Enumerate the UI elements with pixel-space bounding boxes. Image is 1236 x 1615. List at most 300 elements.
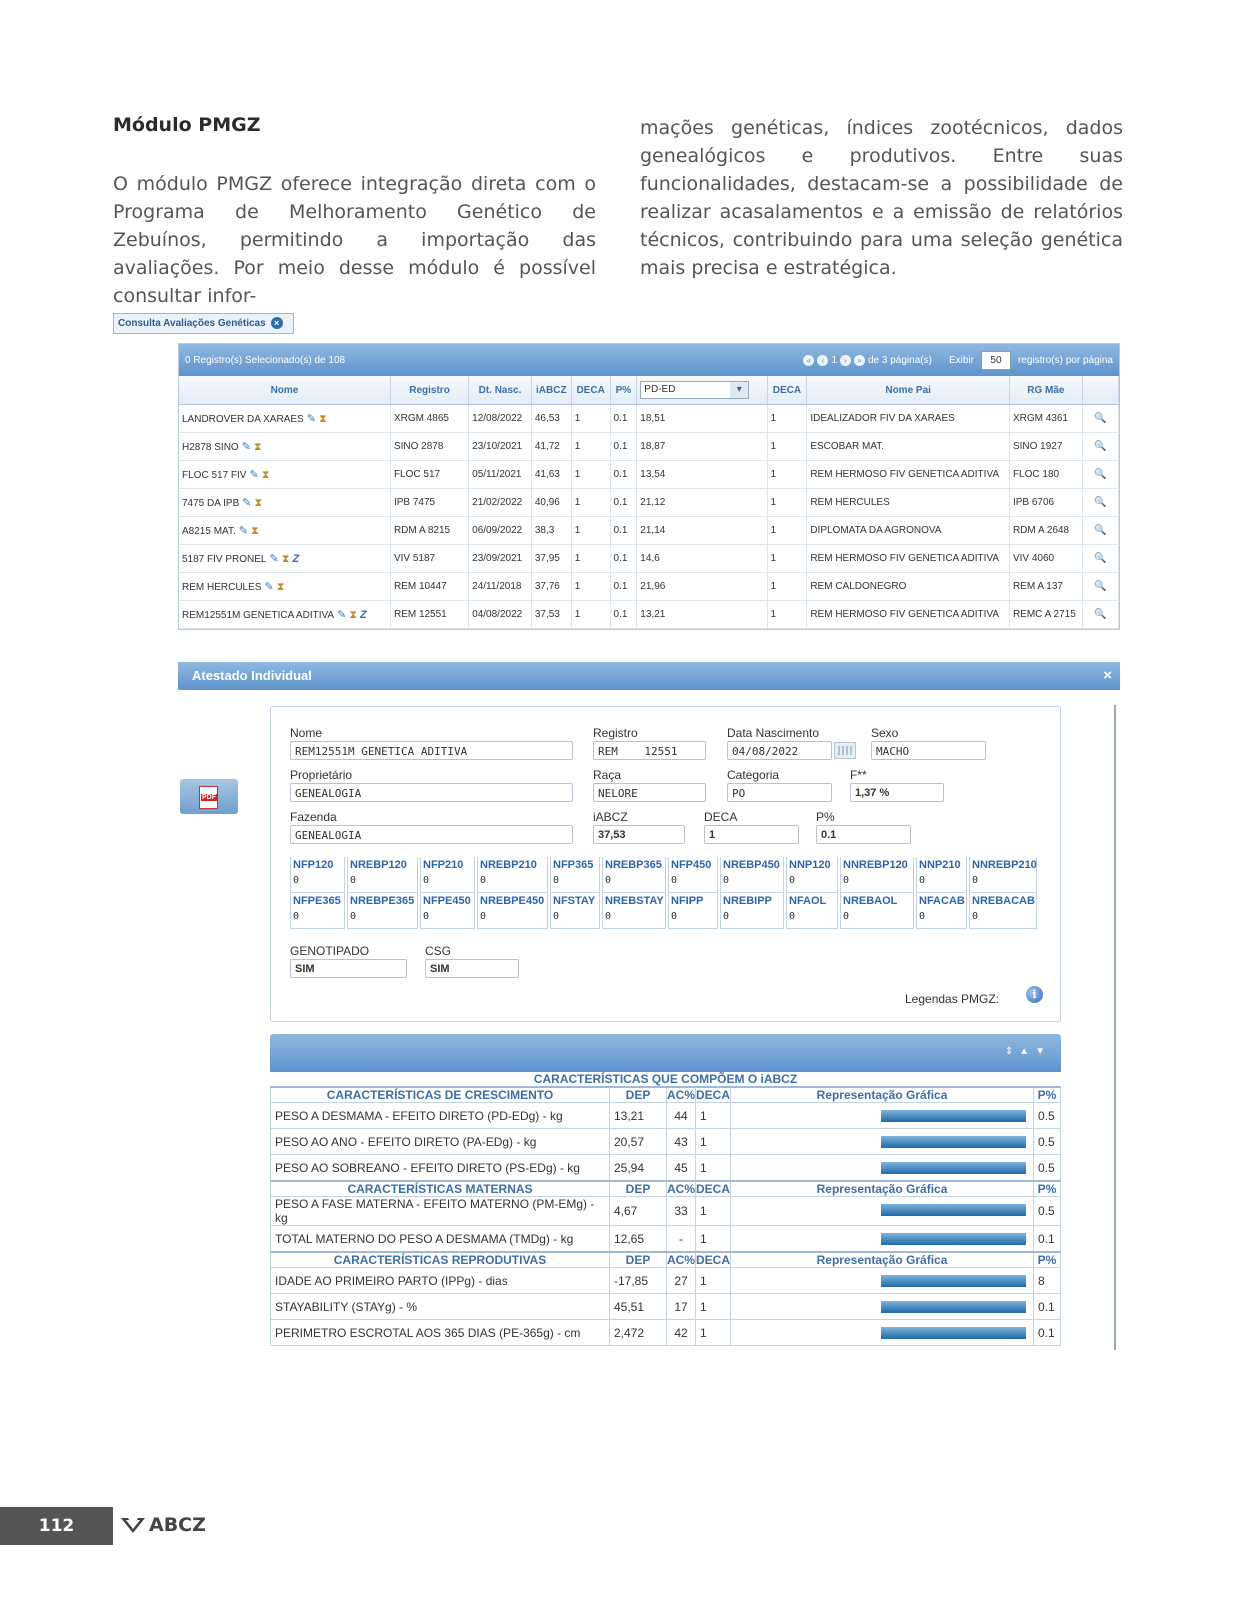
trait-bar [881, 1233, 1026, 1245]
fazenda-label: Fazenda [290, 810, 337, 824]
cell-nome: REM12551M GENETICA ADITIVA ✎ ⧗ Z [179, 601, 390, 629]
cell-pai: REM HERMOSO FIV GENETICA ADITIVA [807, 601, 1010, 629]
trait-p: 0.5 [1034, 1197, 1061, 1226]
genotipado-field[interactable]: SIM [290, 959, 407, 978]
cell-deca: 1 [571, 573, 610, 601]
deca-label: DECA [704, 810, 738, 824]
index-label: NFP210 [423, 859, 464, 871]
edit-icon[interactable]: ✎ [249, 468, 259, 481]
cell-dep: 18,51 [637, 405, 767, 433]
index-cell [969, 893, 1037, 929]
dep-header: DEP [610, 1087, 667, 1103]
dep-header: DEP [610, 1252, 667, 1268]
index-value: 0 [553, 911, 560, 922]
trait-ac: 27 [667, 1268, 696, 1294]
cell-nome: REM HERCULES ✎ ⧗ [179, 573, 390, 601]
animal-info-panel [270, 706, 1061, 1022]
cell-dtnasc: 06/09/2022 [469, 517, 532, 545]
trait-deca: 1 [696, 1129, 731, 1155]
trait-name: IDADE AO PRIMEIRO PARTO (IPPg) - dias [271, 1268, 610, 1294]
raca-label: Raça [593, 768, 622, 782]
cell-iabcz: 46,53 [531, 405, 571, 433]
intro-text-right: mações genéticas, índices zootécnicos, dados genealógicos e produtivos. Entre suas funcionalidades, destacam-se a possibilidade de realizar acasalamentos e a emissão de relatórios técnicos, contribuindo para uma seleção genética mais precisa e estratégica. [640, 117, 1123, 279]
cell-dep: 21,14 [637, 517, 767, 545]
index-value: 0 [723, 911, 730, 922]
col-deca2[interactable]: DECA [767, 376, 807, 405]
next-page-icon[interactable]: › [840, 355, 851, 366]
index-cell [550, 857, 600, 893]
index-cell [602, 857, 666, 893]
trait-dep: 12,65 [610, 1226, 667, 1253]
section-header: CARACTERÍSTICAS REPRODUTIVAS [271, 1252, 610, 1268]
index-label: NREBIPP [723, 895, 772, 907]
trait-name: PESO AO ANO - EFEITO DIRETO (PA-EDg) - kg [271, 1129, 610, 1155]
trait-dep: 45,51 [610, 1294, 667, 1320]
index-value: 0 [480, 875, 487, 886]
col-iabcz[interactable]: iABCZ [531, 376, 571, 405]
cell-dtnasc: 23/09/2021 [469, 545, 532, 573]
col-dep-select[interactable] [637, 376, 767, 405]
deca-header: DECA [696, 1182, 731, 1196]
cell-pai: DIPLOMATA DA AGRONOVA [807, 517, 1010, 545]
prop-label: Proprietário [290, 768, 353, 782]
cell-dep: 21,96 [637, 573, 767, 601]
cat-label: Categoria [727, 768, 780, 782]
trait-ac: 42 [667, 1320, 696, 1346]
trait-name: STAYABILITY (STAYg) - % [271, 1294, 610, 1320]
nome-field[interactable]: REM12551M GENETICA ADITIVA [290, 741, 573, 760]
cell-deca2: 1 [767, 461, 807, 489]
graph-header: Representação Gráfica [731, 1252, 1034, 1268]
prev-page-icon[interactable]: ‹ [817, 355, 828, 366]
trait-name: TOTAL MATERNO DO PESO A DESMAMA (TMDg) - kg [271, 1226, 610, 1253]
cell-deca2: 1 [767, 489, 807, 517]
index-cell [420, 857, 475, 893]
cell-iabcz: 37,95 [531, 545, 571, 573]
trait-p: 0.1 [1034, 1294, 1061, 1320]
trait-graph [731, 1103, 1034, 1129]
first-page-icon[interactable]: « [803, 355, 814, 366]
index-label: NFIPP [671, 895, 704, 907]
cell-dep: 18,87 [637, 433, 767, 461]
dialog-titlebar [178, 662, 1120, 690]
last-page-icon[interactable]: » [854, 355, 865, 366]
view-details-icon[interactable]: 🔍 [1082, 489, 1118, 517]
col-nome[interactable]: Nome [179, 376, 390, 405]
col-registro[interactable]: Registro [390, 376, 468, 405]
trait-dep: 25,94 [610, 1155, 667, 1182]
index-label: NREBACAB [972, 895, 1035, 907]
graph-header: Representação Gráfica [731, 1087, 1034, 1103]
index-cell [347, 893, 418, 929]
cell-p: 0.1 [610, 601, 637, 629]
index-label: NNP120 [789, 859, 831, 871]
cell-deca2: 1 [767, 573, 807, 601]
view-details-icon[interactable]: 🔍 [1082, 601, 1118, 629]
cell-dep: 21,12 [637, 489, 767, 517]
pdf-export-button[interactable] [180, 779, 238, 814]
cell-dtnasc: 05/11/2021 [469, 461, 532, 489]
index-cell [477, 857, 548, 893]
index-cell [347, 857, 418, 893]
trait-bar [881, 1275, 1026, 1287]
dep-header: DEP [610, 1181, 667, 1197]
trait-p: 0.5 [1034, 1103, 1061, 1129]
cell-dtnasc: 12/08/2022 [469, 405, 532, 433]
cell-dep: 14,6 [637, 545, 767, 573]
index-value: 0 [789, 911, 796, 922]
registro-field[interactable]: REM 12551 [593, 741, 706, 760]
index-label: NNP210 [919, 859, 961, 871]
graph-header: Representação Gráfica [731, 1181, 1034, 1197]
index-value: 0 [919, 875, 926, 886]
index-cell [550, 893, 600, 929]
cell-pai: REM CALDONEGRO [807, 573, 1010, 601]
index-cell [420, 893, 475, 929]
trait-ac: - [667, 1226, 696, 1253]
cell-registro: FLOC 517 [390, 461, 468, 489]
index-cell [840, 893, 914, 929]
cell-p: 0.1 [610, 489, 637, 517]
info-icon[interactable]: i [1026, 986, 1043, 1003]
table-row[interactable] [179, 545, 1119, 573]
index-label: NREBP210 [480, 859, 537, 871]
page-number: 112 [0, 1507, 113, 1545]
trait-graph [731, 1155, 1034, 1182]
cell-iabcz: 37,76 [531, 573, 571, 601]
ac-header: AC% [667, 1253, 696, 1267]
fazenda-field[interactable]: GENEALOGIA [290, 825, 573, 844]
edit-icon[interactable]: ✎ [264, 580, 274, 593]
characteristic-row [271, 1197, 1061, 1226]
cell-nome: LANDROVER DA XARAES ✎ ⧗ [179, 405, 390, 433]
dna-icon[interactable]: ⧗ [349, 608, 358, 621]
index-cell [477, 893, 548, 929]
dna-icon[interactable]: ⧗ [318, 412, 327, 425]
f-field[interactable]: 1,37 % [850, 783, 944, 802]
cell-p: 0.1 [610, 573, 637, 601]
abcz-logo-text: ABCZ [149, 1514, 206, 1536]
table-row[interactable] [179, 433, 1119, 461]
index-label: NNREBP120 [843, 859, 908, 871]
index-value: 0 [480, 911, 487, 922]
dep-select[interactable] [640, 381, 749, 399]
trait-dep: 13,21 [610, 1103, 667, 1129]
trait-graph [731, 1197, 1034, 1226]
raca-field[interactable]: NELORE [593, 783, 706, 802]
page-total: de 3 página(s) [868, 354, 932, 366]
deca-header: DECA [696, 1253, 731, 1267]
edit-icon[interactable]: ✎ [337, 608, 347, 621]
edit-icon[interactable]: ✎ [269, 552, 279, 565]
index-cell [720, 857, 784, 893]
index-value: 0 [350, 875, 357, 886]
trait-name: PERIMETRO ESCROTAL AOS 365 DIAS (PE-365g) - cm [271, 1320, 610, 1346]
trait-graph [731, 1226, 1034, 1253]
cell-rgmae: REMC A 2715 [1009, 601, 1082, 629]
trait-bar [881, 1204, 1026, 1216]
dna-icon[interactable]: ⧗ [250, 524, 259, 537]
cell-iabcz: 41,63 [531, 461, 571, 489]
cell-dtnasc: 21/02/2022 [469, 489, 532, 517]
characteristic-row [271, 1103, 1061, 1129]
dialog-scrollbar[interactable] [1114, 705, 1116, 1350]
cell-pai: REM HERCULES [807, 489, 1010, 517]
trait-p: 0.1 [1034, 1320, 1061, 1346]
tab-consulta-avaliacoes[interactable] [113, 313, 294, 334]
cell-p: 0.1 [610, 433, 637, 461]
cell-p: 0.1 [610, 545, 637, 573]
show-label: Exibir [948, 354, 974, 366]
index-cell [786, 893, 838, 929]
index-label: NFACAB [919, 895, 965, 907]
cell-registro: REM 10447 [390, 573, 468, 601]
edit-icon[interactable]: ✎ [238, 524, 248, 537]
sexo-label: Sexo [871, 726, 899, 740]
ac-header: AC% [667, 1182, 696, 1196]
nasc-field[interactable]: 04/08/2022 [727, 741, 832, 760]
current-page: 1 [831, 354, 837, 366]
view-details-icon[interactable]: 🔍 [1082, 461, 1118, 489]
cell-rgmae: XRGM 4361 [1009, 405, 1082, 433]
selection-count: 0 Registro(s) Selecionado(s) de 108 [185, 354, 346, 366]
index-value: 0 [843, 911, 850, 922]
trait-ac: 45 [667, 1155, 696, 1182]
col-dtnasc[interactable]: Dt. Nasc. [469, 376, 532, 405]
trait-deca: 1 [696, 1320, 731, 1346]
trait-dep: -17,85 [610, 1268, 667, 1294]
trait-deca: 1 [696, 1294, 731, 1320]
index-label: NREBPE365 [350, 895, 415, 907]
trait-name: PESO AO SOBREANO - EFEITO DIRETO (PS-EDg) - kg [271, 1155, 610, 1182]
characteristic-row [271, 1294, 1061, 1320]
cell-iabcz: 38,3 [531, 517, 571, 545]
characteristics-table [270, 1072, 1061, 1346]
pager [803, 351, 1113, 370]
cell-pai: REM HERMOSO FIV GENETICA ADITIVA [807, 545, 1010, 573]
trait-bar [881, 1136, 1026, 1148]
p-field[interactable]: 0.1 [816, 825, 911, 844]
cell-registro: RDM A 8215 [390, 517, 468, 545]
index-value: 0 [605, 875, 612, 886]
genomic-icon[interactable]: Z [360, 608, 367, 621]
edit-icon[interactable]: ✎ [306, 412, 316, 425]
index-value: 0 [919, 911, 926, 922]
trait-p: 0.5 [1034, 1155, 1061, 1182]
legend-label: Legendas PMGZ: [905, 992, 1000, 1006]
trait-name: PESO A DESMAMA - EFEITO DIRETO (PD-EDg) - kg [271, 1103, 610, 1129]
cell-registro: REM 12551 [390, 601, 468, 629]
cell-rgmae: REM A 137 [1009, 573, 1082, 601]
close-dialog-icon[interactable]: × [1103, 667, 1112, 684]
cell-nome: FLOC 517 FIV ✎ ⧗ [179, 461, 390, 489]
cell-pai: ESCOBAR MAT. [807, 433, 1010, 461]
per-page-input[interactable]: 50 [981, 351, 1011, 370]
index-label: NREBSTAY [605, 895, 664, 907]
deca-header: DECA [696, 1088, 731, 1102]
cell-deca2: 1 [767, 405, 807, 433]
view-details-icon[interactable]: 🔍 [1082, 405, 1118, 433]
cell-p: 0.1 [610, 405, 637, 433]
col-deca[interactable]: DECA [571, 376, 610, 405]
view-details-icon[interactable]: 🔍 [1082, 573, 1118, 601]
cell-deca2: 1 [767, 601, 807, 629]
trait-ac: 33 [667, 1197, 696, 1226]
cell-rgmae: SINO 1927 [1009, 433, 1082, 461]
cell-nome: 7475 DA IPB ✎ ⧗ [179, 489, 390, 517]
evaluations-table [179, 376, 1119, 629]
cell-deca2: 1 [767, 517, 807, 545]
index-value: 0 [350, 911, 357, 922]
grid-toolbar [179, 344, 1119, 376]
index-cell [668, 857, 718, 893]
cell-iabcz: 41,72 [531, 433, 571, 461]
panel-controls-icon[interactable]: ⇕▲▼ [1004, 1046, 1051, 1057]
cell-deca: 1 [571, 489, 610, 517]
index-cell [290, 857, 345, 893]
nome-label: Nome [290, 726, 323, 740]
cell-deca: 1 [571, 405, 610, 433]
edit-icon[interactable]: ✎ [241, 440, 251, 453]
dna-icon[interactable]: ⧗ [253, 440, 262, 453]
trait-p: 8 [1034, 1268, 1061, 1294]
trait-graph [731, 1320, 1034, 1346]
deca-field[interactable]: 1 [704, 825, 799, 844]
characteristic-row [271, 1155, 1061, 1182]
p-label: P% [816, 810, 835, 824]
index-label: NREBPE450 [480, 895, 545, 907]
index-value: 0 [423, 875, 430, 886]
abcz-logo-icon [120, 1516, 146, 1534]
trait-deca: 1 [696, 1226, 731, 1253]
index-label: NREBP365 [605, 859, 662, 871]
view-details-icon[interactable]: 🔍 [1082, 545, 1118, 573]
index-label: NREBP450 [723, 859, 780, 871]
cell-iabcz: 40,96 [531, 489, 571, 517]
characteristics-title: CARACTERÍSTICAS QUE COMPÕEM O iABCZ [533, 1072, 798, 1086]
characteristic-row [271, 1226, 1061, 1253]
characteristic-row [271, 1268, 1061, 1294]
cell-deca2: 1 [767, 433, 807, 461]
index-label: NFP365 [553, 859, 594, 871]
cell-dep: 13,21 [637, 601, 767, 629]
index-label: NFP120 [293, 859, 334, 871]
index-value: 0 [972, 875, 979, 886]
iabcz-field[interactable]: 37,53 [593, 825, 685, 844]
cell-dep: 13,54 [637, 461, 767, 489]
close-tab-icon[interactable]: × [271, 317, 283, 329]
cell-nome: H2878 SINO ✎ ⧗ [179, 433, 390, 461]
index-value: 0 [293, 911, 300, 922]
index-label: NREBP120 [350, 859, 407, 871]
index-label: NFP450 [671, 859, 712, 871]
index-value: 0 [789, 875, 796, 886]
genomic-icon[interactable]: Z [292, 552, 300, 565]
f-label: F** [850, 768, 867, 782]
cell-p: 0.1 [610, 517, 637, 545]
index-cell [602, 893, 666, 929]
ac-header: AC% [667, 1088, 696, 1102]
trait-dep: 4,67 [610, 1197, 667, 1226]
index-label: NFSTAY [553, 895, 596, 907]
chevron-down-icon[interactable]: ▾ [730, 382, 748, 398]
p-header: P% [1034, 1087, 1061, 1103]
table-row[interactable] [179, 461, 1119, 489]
trait-bar [881, 1162, 1026, 1174]
index-value: 0 [843, 875, 850, 886]
index-label: NREBAOL [843, 895, 898, 907]
csg-field[interactable]: SIM [425, 959, 519, 978]
index-value: 0 [553, 875, 560, 886]
col-pai[interactable]: Nome Pai [807, 376, 1010, 405]
cat-field[interactable]: PO [727, 783, 832, 802]
index-cell [916, 857, 967, 893]
dna-icon[interactable]: ⧗ [254, 496, 263, 509]
cell-nome: 5187 FIV PRONEL ✎ ⧗ Z [179, 545, 390, 573]
index-cell [969, 857, 1037, 893]
calendar-icon[interactable] [834, 742, 856, 759]
iabcz-label: iABCZ [593, 810, 628, 824]
cell-deca: 1 [571, 517, 610, 545]
col-p[interactable]: P% [610, 376, 637, 405]
trait-bar [881, 1301, 1026, 1313]
cell-rgmae: IPB 6706 [1009, 489, 1082, 517]
dna-icon[interactable]: ⧗ [261, 468, 270, 481]
evaluations-grid [178, 343, 1120, 630]
index-cell [668, 893, 718, 929]
trait-name: PESO A FASE MATERNA - EFEITO MATERNO (PM-EMg) - kg [271, 1197, 610, 1226]
index-cell [720, 893, 784, 929]
cell-registro: XRGM 4865 [390, 405, 468, 433]
cell-rgmae: RDM A 2648 [1009, 517, 1082, 545]
cell-deca: 1 [571, 545, 610, 573]
dna-icon[interactable]: ⧗ [281, 552, 290, 565]
cell-deca: 1 [571, 601, 610, 629]
registro-label: Registro [593, 726, 638, 740]
cell-dtnasc: 04/08/2022 [469, 601, 532, 629]
prop-field[interactable]: GENEALOGIA [290, 783, 573, 802]
table-row[interactable] [179, 601, 1119, 629]
index-cell [840, 857, 914, 893]
characteristics-header [270, 1034, 1061, 1072]
cell-deca: 1 [571, 433, 610, 461]
view-details-icon[interactable]: 🔍 [1082, 433, 1118, 461]
trait-bar [881, 1110, 1026, 1122]
cell-deca: 1 [571, 461, 610, 489]
dialog-title: Atestado Individual [192, 668, 312, 683]
sexo-field[interactable]: MACHO [871, 741, 986, 760]
view-details-icon[interactable]: 🔍 [1082, 517, 1118, 545]
table-row[interactable] [179, 517, 1119, 545]
intro-text-left: O módulo PMGZ oferece integração direta com o Programa de Melhoramento Genético de Zebuínos, permitindo a importação das avaliações. Por meio desse módulo é possível consultar infor- [113, 173, 596, 307]
index-label: NFAOL [789, 895, 827, 907]
table-row[interactable] [179, 405, 1119, 433]
p-header: P% [1034, 1181, 1061, 1197]
dna-icon[interactable]: ⧗ [276, 580, 285, 593]
table-row[interactable] [179, 573, 1119, 601]
col-rgmae[interactable]: RG Mãe [1009, 376, 1082, 405]
cell-pai: REM HERMOSO FIV GENETICA ADITIVA [807, 461, 1010, 489]
trait-ac: 17 [667, 1294, 696, 1320]
table-row[interactable] [179, 489, 1119, 517]
per-page-suffix: registro(s) por página [1017, 354, 1113, 366]
p-header: P% [1034, 1252, 1061, 1268]
trait-ac: 44 [667, 1103, 696, 1129]
tab-label: Consulta Avaliações Genéticas [118, 318, 266, 329]
edit-icon[interactable]: ✎ [242, 496, 252, 509]
cell-dtnasc: 23/10/2021 [469, 433, 532, 461]
cell-registro: SINO 2878 [390, 433, 468, 461]
